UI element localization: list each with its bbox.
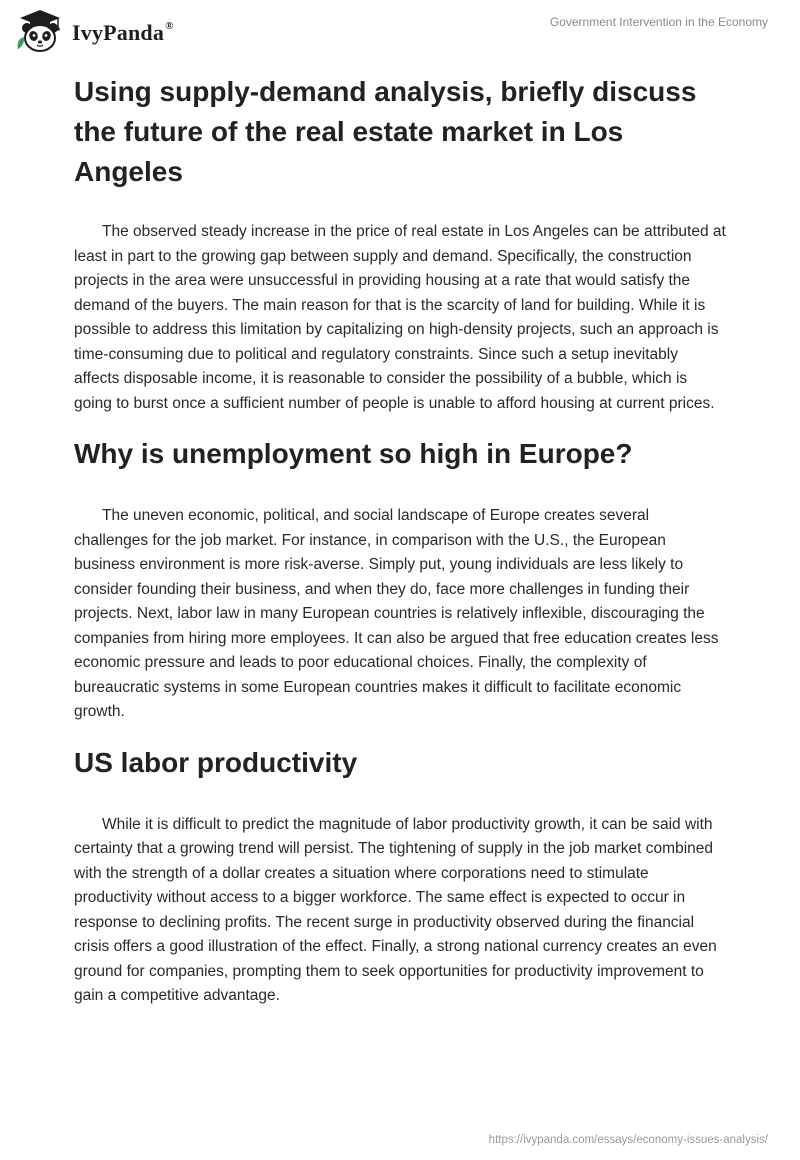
- registered-mark: ®: [165, 19, 174, 32]
- section-body-unemployment: The uneven economic, political, and social landscape of Europe creates several challenges for the job market. For instance, in comparison with the U.S., the European business environment is more risk-averse. Simply put, young individuals are less likely to consider founding their business, and when they do, face more challenges in funding their projects. Next, labor law in many European countries is relatively inflexible, discouraging the companies from hiring more employees. It can also be argued that free education creates less economic pressure and leads to poor educational choices. Finally, the complexity of bureaucratic systems in some European countries makes it difficult to facilitate economic growth.: [74, 507, 719, 720]
- document-title: Government Intervention in the Economy: [549, 15, 768, 29]
- brand-logo[interactable]: [14, 9, 174, 53]
- section-heading-productivity: US labor productivity: [74, 746, 358, 778]
- section-heading-unemployment: Why is unemployment so high in Europe?: [74, 438, 633, 469]
- page-header: [0, 0, 800, 60]
- source-url-link[interactable]: https://ivypanda.com/essays/economy-issues-analysis/: [488, 1134, 768, 1146]
- panda-graduation-cap-icon: [14, 9, 66, 53]
- section-heading-real-estate: Using supply-demand analysis, briefly discuss the future of the real estate market in Los Angeles: [74, 76, 697, 187]
- essay-content: [74, 72, 726, 1009]
- section-body-productivity: While it is difficult to predict the magnitude of labor productivity growth, it can be said with certainty that a growing trend will persist. The tightening of supply in the job market combined with the strength of a dollar creates a situation where corporations need to stimulate productivity without access to a bigger workforce. The same effect is expected to occur in response to declining profits. The recent surge in productivity observed during the financial crisis offers a good illustration of the effect. Finally, a strong national currency creates an even ground for companies, prompting them to seek opportunities for productivity improvement to gain a competitive advantage.: [74, 815, 717, 1004]
- brand-name: IvyPanda®: [72, 19, 174, 45]
- section-body-real-estate: The observed steady increase in the price of real estate in Los Angeles can be attributed at least in part to the growing gap between supply and demand. Specifically, the construction projects in the area were unsuccessful in providing housing at a rate that would satisfy the demand of the buyers. The main reason for that is the scarcity of land for building. While it is possible to address this limitation by capitalizing on high-density projects, such an approach is time-consuming due to political and regulatory constraints. Since such a setup inevitably affects disposable income, it is reasonable to consider the possibility of a bubble, which is going to burst once a sufficient number of people is unable to afford housing at current prices.: [74, 223, 726, 412]
